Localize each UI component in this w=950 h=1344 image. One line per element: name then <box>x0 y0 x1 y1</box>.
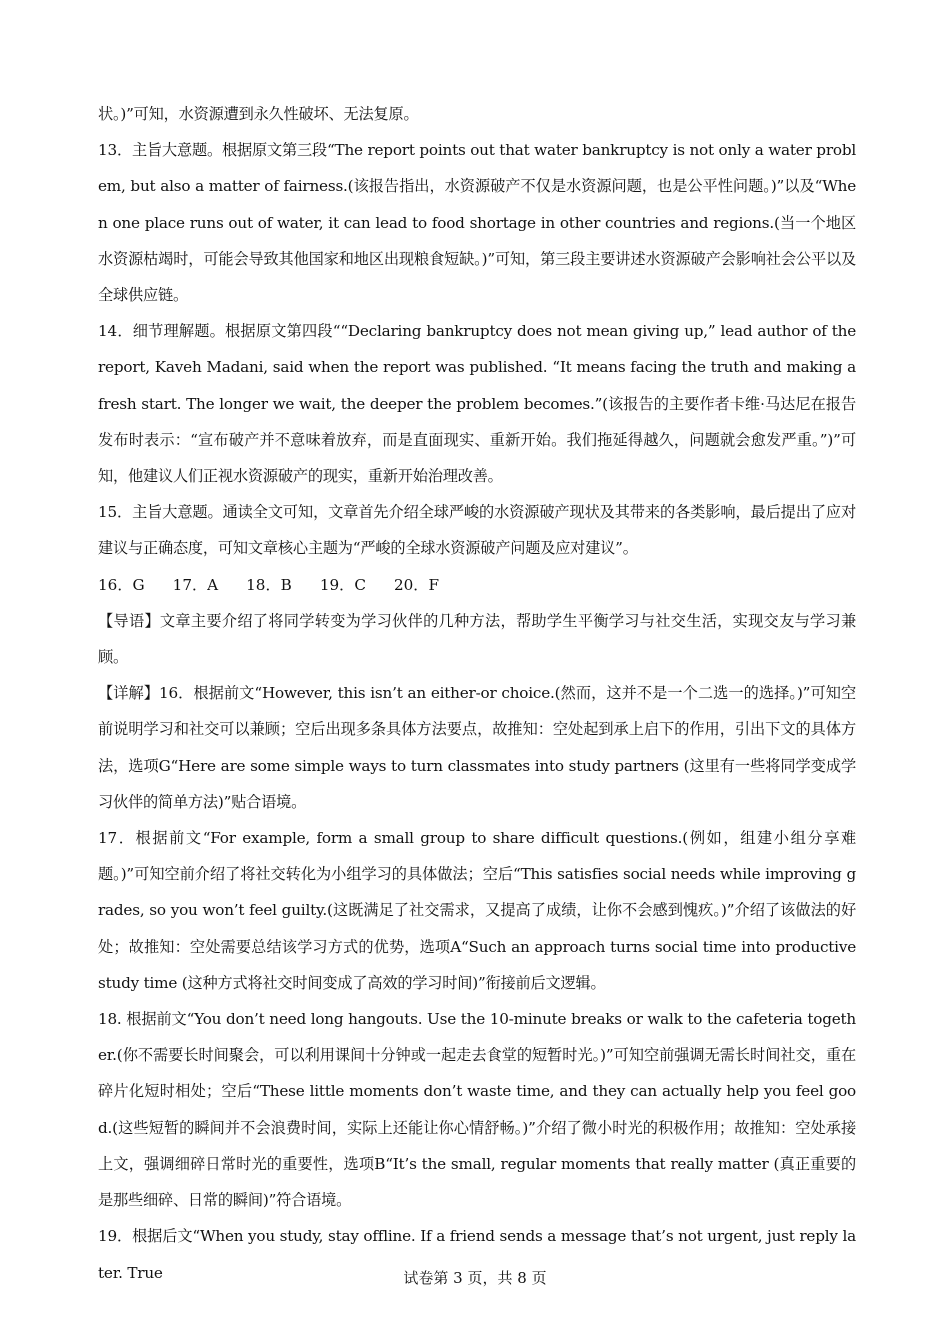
paragraph-13: 13．主旨大意题。根据原文第三段“The report points out that water bankruptcy is not only a water problem, but also a matter of fairness.(该报告指出，水资源破产不仅是水资源问题，也是公平性问题。)”以及“When one place runs out of water, it can lead to food shortage in other countries and regions.(当一个地区水资源枯竭时，可能会导致其他国家和地区出现粮食短缺。)”可知，第三段主要讲述水资源破产会影响社会公平以及全球供应链。 <box>98 141 856 305</box>
answer-16: 16．G <box>98 575 145 594</box>
paragraph-17: 17．根据前文“For example, form a small group to share difficult questions.(例如，组建小组分享难题。)”可知空前介绍了将社交转化为小组学习的具体做法；空后“This satisfies social needs while improving grades, so you won’t feel guilty.(这既满足了社交需求，又提高了成绩，让你不会感到愧疚。)”介绍了该做法的好处；故推知：空处需要总结该学习方式的优势，选项A“Such an approach turns social time into productive study time (这种方式将社交时间变成了高效的学习时间)”衔接前后文逻辑。 <box>98 829 856 992</box>
paragraph-18: 18. 根据前文“You don’t need long hangouts. Use the 10-minute breaks or walk to the cafeteria together.(你不需要长时间聚会，可以利用课间十分钟或一起走去食堂的短暂时光。)”可知空前强调无需长时间社交，重在碎片化短时相处；空后“These little moments don’t waste time, and they can actually help you feel good.(这些短暂的瞬间并不会浪费时间，实际上还能让你心情舒畅。)”介绍了微小时光的积极作用；故推知：空处承接上文，强调细碎日常时光的重要性，选项B“It’s the small, regular moments that really matter (真正重要的是那些细碎、日常的瞬间)”符合语境。 <box>98 1010 856 1210</box>
answer-19: 19．C <box>319 575 366 594</box>
answer-key-row <box>98 567 856 603</box>
paragraph-15: 15．主旨大意题。通读全文可知，文章首先介绍全球严峻的水资源破产现状及其带来的各类影响，最后提出了应对建议与正确态度，可知文章核心主题为“严峻的全球水资源破产问题及应对建议”。 <box>98 503 856 558</box>
paragraph-12-tail: 状。)”可知，水资源遭到永久性破坏、无法复原。 <box>98 105 419 123</box>
intro-paragraph: 【导语】文章主要介绍了将同学转变为学习伙伴的几种方法，帮助学生平衡学习与社交生活，实现交友与学习兼顾。 <box>98 611 856 667</box>
paragraph-19: 19．根据后文“When you study, stay offline. If a friend sends a message that’s not urgent, just reply later. True <box>98 1227 856 1282</box>
answer-18: 18．B <box>246 575 292 594</box>
answer-17: 17．A <box>172 575 219 594</box>
document-body <box>98 96 856 1291</box>
answer-20: 20．F <box>393 575 440 594</box>
page-footer: 试卷第 3 页，共 8 页 <box>403 1269 547 1287</box>
paragraph-14: 14．细节理解题。根据原文第四段““Declaring bankruptcy does not mean giving up,” lead author of the report, Kaveh Madani, said when the report was published. “It means facing the truth and making a fresh start. The longer we wait, the deeper the problem becomes.”(该报告的主要作者卡维·马达尼在报告发布时表示：“宣布破产并不意味着放弃，而是直面现实、重新开始。我们拖延得越久，问题就会愈发严重。”)”可知，他建议人们正视水资源破产的现实，重新开始治理改善。 <box>98 322 856 486</box>
paragraph-16: 【详解】16．根据前文“However, this isn’t an either-or choice.(然而，这并不是一个二选一的选择。)”可知空前说明学习和社交可以兼顾；空后出现多条具体方法要点，故推知：空处起到承上启下的作用，引出下文的具体方法，选项G“Here are some simple ways to turn classmates into study partners (这里有一些将同学变成学习伙伴的简单方法)”贴合语境。 <box>98 684 856 811</box>
